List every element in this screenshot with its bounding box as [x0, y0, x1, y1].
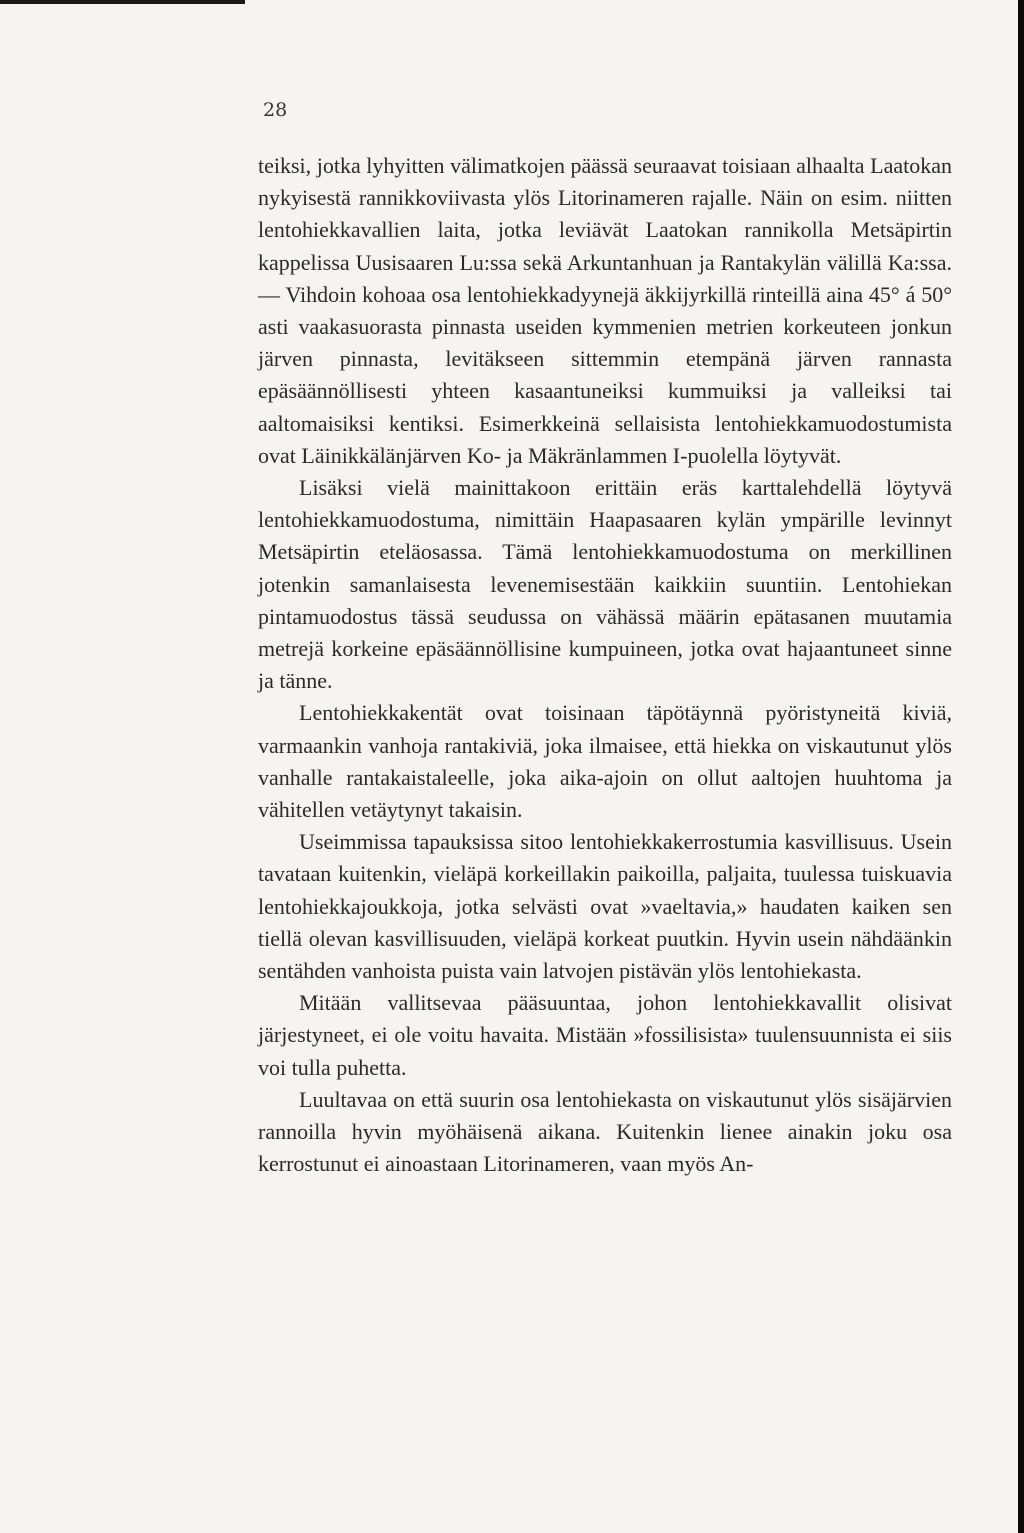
- paragraph-2: Lisäksi vielä mainittakoon erittäin eräs karttalehdellä löytyvä lentohiekkamuodostuma, nimittäin Haapasaaren kylän ympärille levinnyt Metsäpirtin eteläosassa. Tämä lentohiekkamuodostuma on merkillinen jotenkin samanlaisesta levenemisestään kaikkiin suuntiin. Lentohiekan pintamuodostus tässä seudussa on vähässä määrin epätasanen muutamia metrejä korkeine epäsäännöllisine kumpuineen, jotka ovat hajaantuneet sinne ja tänne.: [258, 475, 952, 694]
- paragraph-4: Useimmissa tapauksissa sitoo lentohiekkakerrostumia kasvillisuus. Usein tavataan kuitenkin, vieläpä korkeillakin paikoilla, paljaita, tuulessa tuiskuavia lentohiekkajoukkoja, jotka selvästi ovat »vaeltavia,» haudaten kaiken sen tiellä olevan kasvillisuuden, vieläpä korkeat puutkin. Hyvin usein nähdäänkin sentähden vanhoista puista vain latvojen pistävän ylös lentohiekasta.: [258, 829, 952, 984]
- body-text: [258, 150, 952, 1181]
- paragraph-5: Mitään vallitsevaa pääsuuntaa, johon lentohiekkavallit olisivat järjestyneet, ei ole voitu havaita. Mistään »fossilisista» tuulensuunnista ei siis voi tulla puhetta.: [258, 990, 952, 1080]
- paragraph-3: Lentohiekkakentät ovat toisinaan täpötäynnä pyöristyneitä kiviä, varmaankin vanhoja rantakiviä, joka ilmaisee, että hiekka on viskautunut ylös vanhalle rantakaistaleelle, joka aika-ajoin on ollut aaltojen huuhtoma ja vähitellen vetäytynyt takaisin.: [258, 700, 952, 823]
- paragraph-6: Luultavaa on että suurin osa lentohiekasta on viskautunut ylös sisäjärvien rannoilla hyvin myöhäisenä aikana. Kuitenkin lienee ainakin joku osa kerrostunut ei ainoastaan Litorinameren, vaan myös An-: [258, 1086, 952, 1177]
- page-number: 28: [263, 99, 288, 121]
- paragraph-1: teiksi, jotka lyhyitten välimatkojen päässä seuraavat toisiaan alhaalta Laatokan nykyisestä rannikkoviivasta ylös Litorinameren rajalle. Näin on esim. niitten lentohiekkavallien laita, jotka leviävät Laatokan rannikolla Metsäpirtin kappelissa Uusisaaren Lu:ssa sekä Arkuntanhuan ja Rantakylän välillä Ka:ssa. — Vihdoin kohoaa osa lentohiekkadyynejä äkkijyrkillä rinteillä aina 45° á 50° asti vaakasuorasta pinnasta useiden kymmenien metrien korkeuteen jonkun järven pinnasta, levitäkseen sittemmin etempänä järven rannasta epäsäännöllisesti yhteen kasaantuneiksi kummuiksi ja valleiksi tai aaltomaisiksi kentiksi. Esimerkkeinä sellaisista lentohiekkamuodostumista ovat Läinikkälänjärven Ko- ja Mäkränlammen I-puolella löytyvät.: [258, 153, 952, 468]
- scan-edge-right: [1018, 0, 1024, 1533]
- scan-edge-top: [0, 0, 245, 4]
